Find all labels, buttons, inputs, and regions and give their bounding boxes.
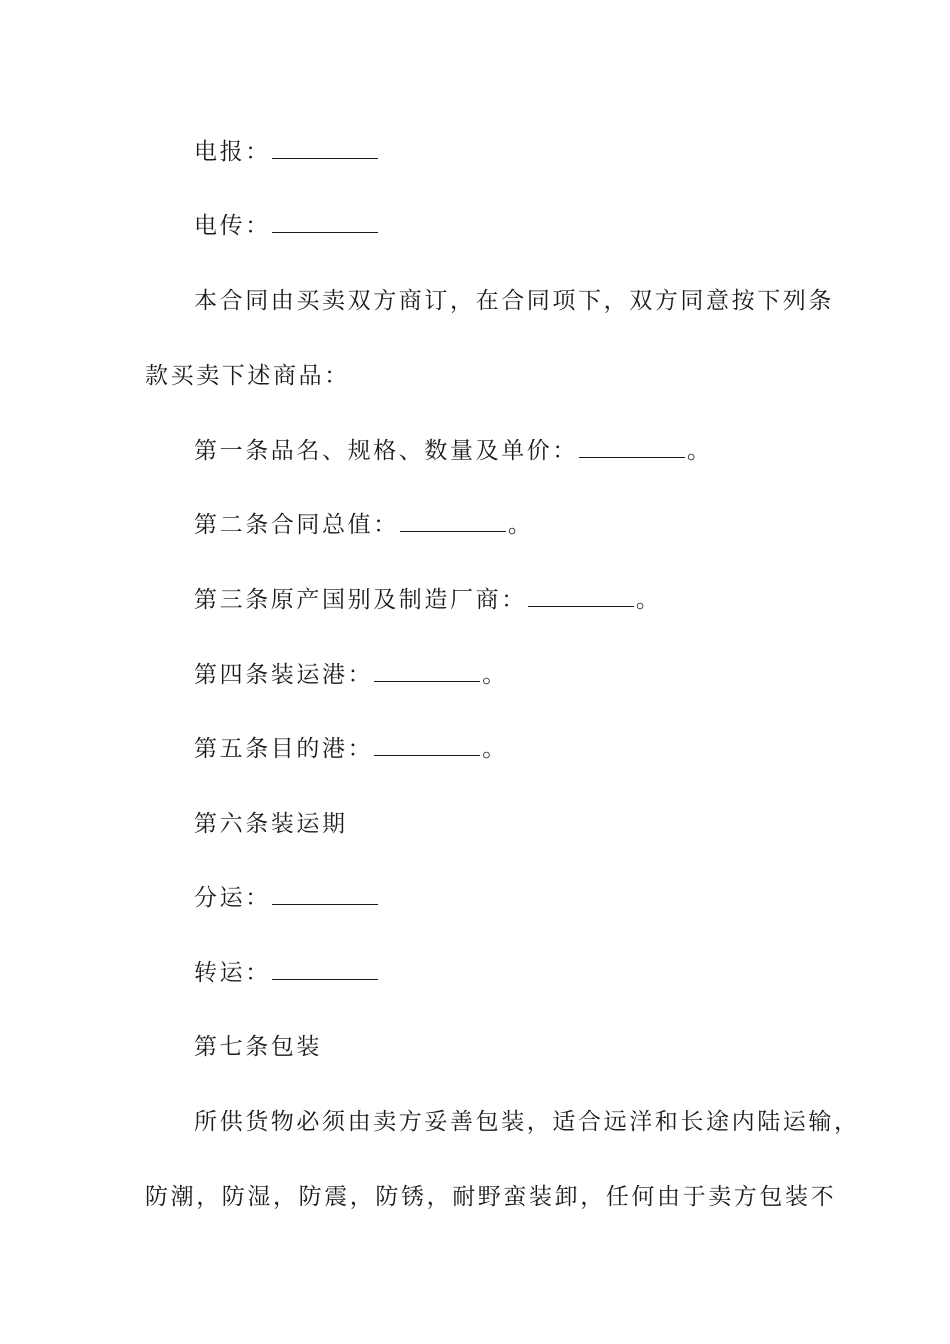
intro-paragraph-line-2: [145, 361, 815, 391]
telegram-label: 电报：: [194, 139, 271, 165]
telegram-line: [194, 137, 864, 167]
article-4-blank[interactable]: [374, 661, 480, 682]
article-6-heading: [194, 809, 864, 839]
article-5-label: 第五条目的港：: [194, 736, 374, 762]
transshipment-blank[interactable]: [272, 959, 378, 980]
fax-line: [194, 211, 864, 241]
article-4-suffix: 。: [482, 662, 508, 688]
article-5-line: [194, 734, 864, 764]
intro-text-1: 本合同由买卖双方商订，在合同项下，双方同意按下列条: [194, 288, 834, 314]
article-3-suffix: 。: [635, 587, 662, 613]
packing-text-1: 所供货物必须由卖方妥善包装，适合远洋和长途内陆运输，: [194, 1109, 860, 1135]
packing-paragraph-line-1: [194, 1107, 864, 1137]
article-4-label: 第四条装运港：: [194, 662, 374, 688]
article-1-line: [194, 436, 864, 466]
article-6-text: 第六条装运期: [194, 811, 348, 837]
article-2-line: [194, 510, 864, 540]
article-2-label: 第二条合同总值：: [194, 512, 399, 538]
packing-paragraph-line-2: [145, 1182, 837, 1212]
article-1-suffix: 。: [687, 438, 713, 464]
article-7-text: 第七条包装: [194, 1034, 322, 1060]
fax-blank[interactable]: [272, 212, 378, 233]
transshipment-line: [194, 958, 864, 988]
transshipment-label: 转运：: [194, 960, 271, 986]
fax-label: 电传：: [194, 213, 271, 239]
article-2-blank[interactable]: [400, 511, 506, 532]
article-1-blank[interactable]: [579, 437, 685, 458]
article-1-label: 第一条品名、规格、数量及单价：: [194, 438, 578, 464]
article-5-suffix: 。: [482, 736, 508, 762]
partial-shipment-blank[interactable]: [272, 884, 378, 905]
article-7-heading: [194, 1032, 864, 1062]
partial-shipment-line: [194, 883, 864, 913]
article-3-label: 第三条原产国别及制造厂商：: [194, 587, 527, 613]
article-5-blank[interactable]: [374, 735, 480, 756]
telegram-blank[interactable]: [272, 138, 378, 159]
intro-text-2: 款买卖下述商品：: [145, 363, 350, 389]
article-3-line: [194, 585, 864, 615]
packing-text-2: 防潮，防湿，防震，防锈，耐野蛮装卸，任何由于卖方包装不: [145, 1184, 837, 1210]
article-3-blank[interactable]: [528, 586, 634, 607]
article-4-line: [194, 660, 864, 690]
article-2-suffix: 。: [507, 512, 534, 538]
intro-paragraph-line-1: [194, 286, 864, 316]
partial-shipment-label: 分运：: [194, 885, 271, 911]
